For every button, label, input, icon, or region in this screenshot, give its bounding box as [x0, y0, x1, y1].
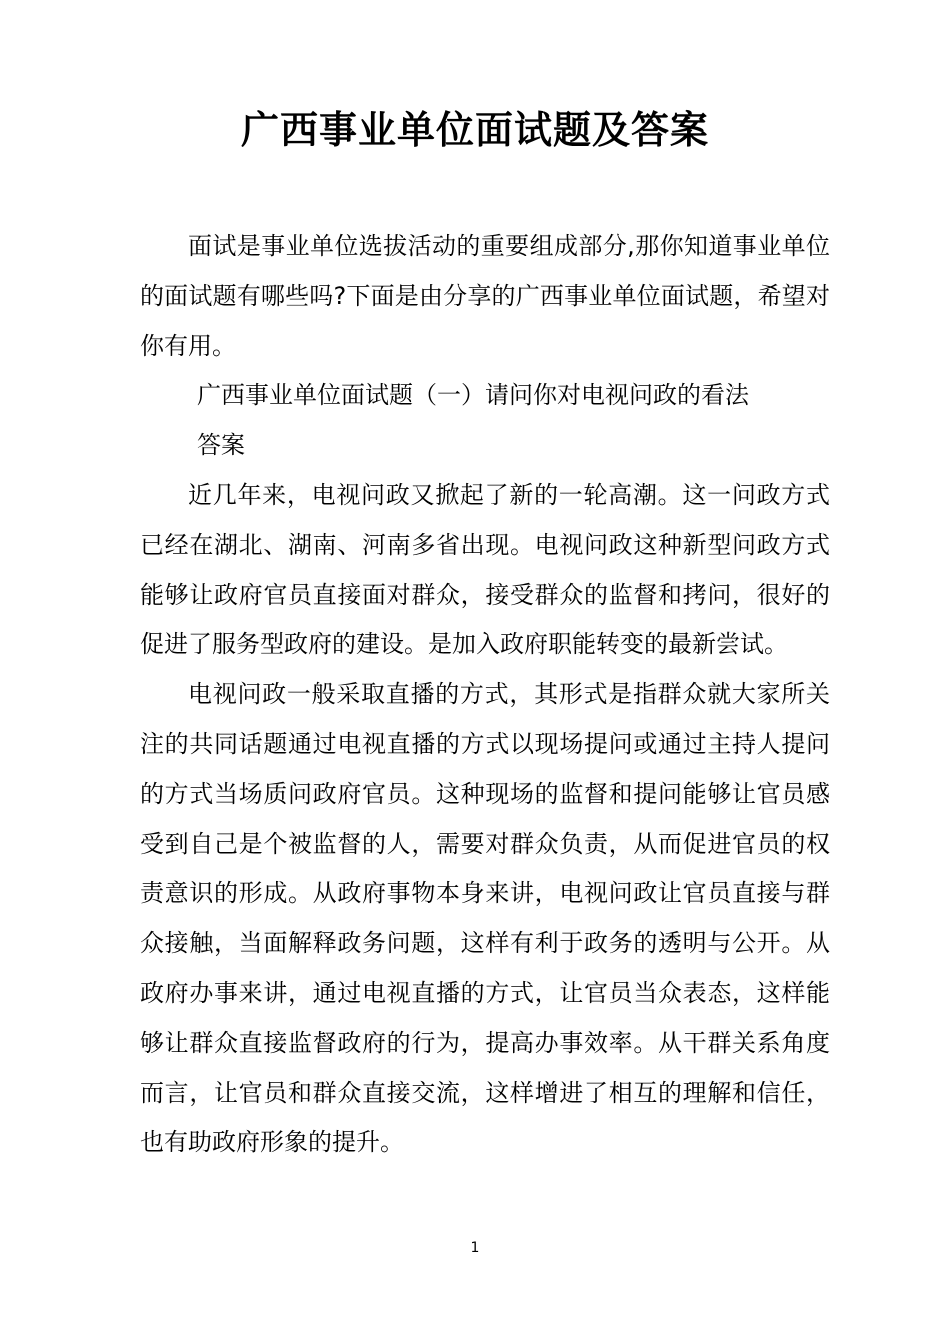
- answer-paragraph: 电视问政一般采取直播的方式，其形式是指群众就大家所关注的共同话题通过电视直播的方式以现场提问或通过主持人提问的方式当场质问政府官员。这种现场的监督和提问能够让官员感受到自己是个被监督的人，需要对群众负责，从而促进官员的权责意识的形成。从政府事物本身来讲，电视问政让官员直接与群众接触，当面解释政务问题，这样有利于政务的透明与公开。从政府办事来讲，通过电视直播的方式，让官员当众表态，这样能够让群众直接监督政府的行为，提高办事效率。从干群关系角度而言，让官员和群众直接交流，这样增进了相互的理解和信任，也有助政府形象的提升。: [140, 680, 830, 1157]
- page-number: 1: [470, 1240, 480, 1256]
- document-body: [140, 222, 830, 1168]
- question-heading: 广西事业单位面试题（一）请问你对电视问政的看法: [197, 381, 749, 410]
- intro-paragraph: 面试是事业单位选拔活动的重要组成部分,那你知道事业单位的面试题有哪些吗?下面是由分享的广西事业单位面试题，希望对你有用。: [140, 232, 830, 360]
- document-title: 广西事业单位面试题及答案: [240, 108, 709, 152]
- answer-label: 答案: [197, 431, 245, 460]
- answer-paragraph: 近几年来，电视问政又掀起了新的一轮高潮。这一问政方式已经在湖北、湖南、河南多省出现。电视问政这种新型问政方式能够让政府官员直接面对群众，接受群众的监督和拷问，很好的促进了服务型政府的建设。是加入政府职能转变的最新尝试。: [140, 480, 830, 659]
